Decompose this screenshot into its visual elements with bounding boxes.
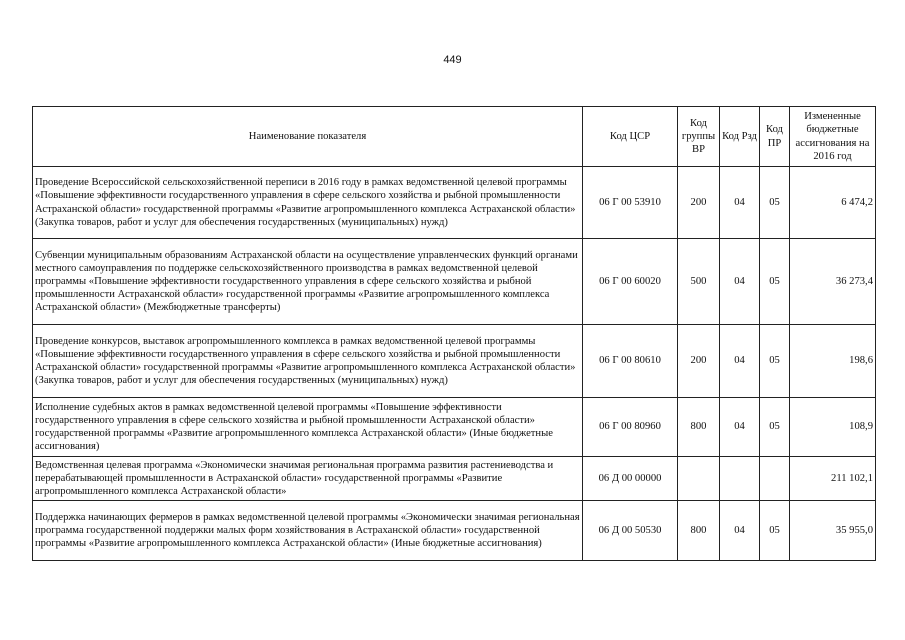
row-vr: 200 [678,167,720,239]
header-row [33,107,876,167]
row-csr: 06 Г 00 53910 [583,167,678,239]
table-row [33,457,876,501]
header-amount: Измененные бюджетные ассигнования на 2016 год [790,107,876,167]
table-row [33,325,876,398]
row-amount: 108,9 [790,398,876,457]
row-pr: 05 [760,239,790,325]
row-rzd: 04 [720,325,760,398]
row-amount: 36 273,4 [790,239,876,325]
row-vr: 200 [678,325,720,398]
row-pr: 05 [760,501,790,561]
header-name: Наименование показателя [33,107,583,167]
row-name: Проведение Всероссийской сельскохозяйственной переписи в 2016 году в рамках ведомственной целевой программы «Повышение эффективности государственного управления в сфере сельского хозяйства и рыбной промышленности Астраханской области» государственной программы «Развитие агропромышленного комплекса Астраханской области» (Закупка товаров, работ и услуг для обеспечения государственных (муниципальных) нужд) [33,167,583,239]
row-name: Поддержка начинающих фермеров в рамках ведомственной целевой программы «Экономически значимая региональная программа государственной поддержки малых форм хозяйствования в Астраханской области» государственной программы «Развитие агропромышленного комплекса Астраханской области» (Иные бюджетные ассигнования) [33,501,583,561]
row-rzd: 04 [720,239,760,325]
row-rzd: 04 [720,398,760,457]
row-amount: 198,6 [790,325,876,398]
row-rzd [720,457,760,501]
row-vr: 800 [678,501,720,561]
table-row [33,501,876,561]
row-csr: 06 Г 00 60020 [583,239,678,325]
row-amount: 211 102,1 [790,457,876,501]
header-pr: Код ПР [760,107,790,167]
row-vr: 500 [678,239,720,325]
row-pr [760,457,790,501]
table-row [33,239,876,325]
header-rzd: Код Рзд [720,107,760,167]
row-rzd: 04 [720,501,760,561]
budget-table [32,106,876,561]
row-pr: 05 [760,167,790,239]
header-vr: Код группы ВР [678,107,720,167]
row-csr: 06 Г 00 80960 [583,398,678,457]
row-name: Проведение конкурсов, выставок агропромышленного комплекса в рамках ведомственной целевой программы «Повышение эффективности государственного управления в сфере сельского хозяйства и рыбной промышленности Астраханской области» государственной программы «Развитие агропромышленного комплекса Астраханской области» (Закупка товаров, работ и услуг для обеспечения государственных (муниципальных) нужд) [33,325,583,398]
row-rzd: 04 [720,167,760,239]
row-vr: 800 [678,398,720,457]
row-csr: 06 Г 00 80610 [583,325,678,398]
table-row [33,167,876,239]
row-csr: 06 Д 00 00000 [583,457,678,501]
row-csr: 06 Д 00 50530 [583,501,678,561]
page-number: 449 [443,54,462,66]
row-vr [678,457,720,501]
row-name: Исполнение судебных актов в рамках ведомственной целевой программы «Повышение эффективности государственного управления в сфере сельского хозяйства и рыбной промышленности Астраханской области» государственной программы «Развитие агропромышленного комплекса Астраханской области» (Иные бюджетные ассигнования) [33,398,583,457]
row-name: Ведомственная целевая программа «Экономически значимая региональная программа развития растениеводства и перерабатывающей промышленности в Астраханской области» государственной программы «Развитие агропромышленного комплекса Астраханской области» [33,457,583,501]
row-name: Субвенции муниципальным образованиям Астраханской области на осуществление управленческих функций органами местного самоуправления по поддержке сельскохозяйственного производства в рамках ведомственной целевой программы «Повышение эффективности государственного управления в сфере сельского хозяйства и рыбной промышленности Астраханской области» государственной программы «Развитие агропромышленного комплекса Астраханской области» (Межбюджетные трансферты) [33,239,583,325]
row-pr: 05 [760,325,790,398]
row-pr: 05 [760,398,790,457]
header-csr: Код ЦСР [583,107,678,167]
row-amount: 6 474,2 [790,167,876,239]
row-amount: 35 955,0 [790,501,876,561]
table-row [33,398,876,457]
